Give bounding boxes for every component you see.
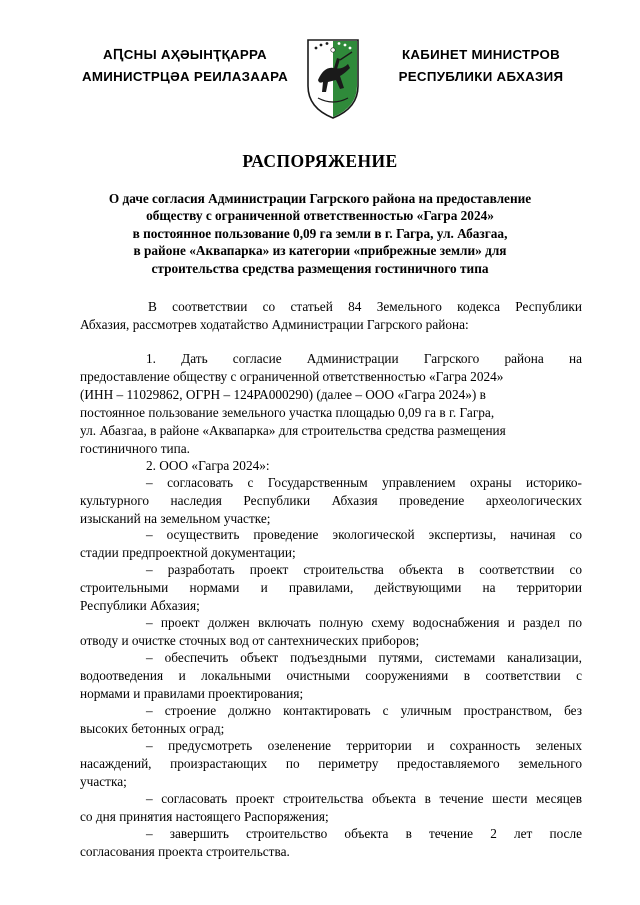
bullet-line: изысканий на земельном участке; bbox=[80, 511, 271, 526]
bullet-line: – осуществить проведение экологической экспертизы, начиная со bbox=[146, 527, 582, 542]
bullet-line: – завершить строительство объекта в течение 2 лет после bbox=[146, 826, 582, 841]
subject-line: обществу с ограниченной ответственностью «Гагра 2024» bbox=[146, 208, 494, 224]
state-emblem-icon bbox=[304, 36, 362, 120]
bullet-line: насаждений, произрастающих по периметру предоставляемого земельного bbox=[80, 756, 582, 771]
preamble-line: В соответствии со статьей 84 Земельного кодекса Республики bbox=[148, 299, 582, 314]
item1-line: гостиничного типа. bbox=[80, 441, 190, 456]
letterhead-left-line-2: АМИНИСТРЦӘА РЕИЛАЗААРА bbox=[82, 69, 288, 84]
document-title: РАСПОРЯЖЕНИЕ bbox=[242, 151, 398, 171]
item2-heading: 2. ООО «Гагра 2024»: bbox=[146, 458, 270, 473]
bullet-line: высоких бетонных оград; bbox=[80, 721, 225, 736]
bullet-line: нормами и правилами проектирования; bbox=[80, 686, 304, 701]
bullet-line: – обеспечить объект подъездными путями, системами канализации, bbox=[146, 650, 582, 665]
abkhaz-administration-name bbox=[80, 44, 290, 88]
subject-line: в постоянное пользование 0,09 га земли в г. Гагра, ул. Абазгаа, bbox=[132, 225, 508, 241]
bullet-line: – согласовать с Государственным управлением охраны историко- bbox=[146, 475, 582, 490]
letterhead-right-line-2: РЕСПУБЛИКИ АБХАЗИЯ bbox=[398, 69, 564, 84]
bullet-line: водоотведения и локальными очистными сооружениями в соответствии с bbox=[80, 668, 582, 683]
bullet-line: стадии предпроектной документации; bbox=[80, 545, 296, 560]
letterhead-right-line-1: КАБИНЕТ МИНИСТРОВ bbox=[401, 47, 561, 62]
letterhead bbox=[0, 0, 640, 130]
bullet-line: – согласовать проект строительства объекта в течение шести месяцев bbox=[146, 791, 582, 806]
item1-line: ул. Абазгаа, в районе «Аквапарка» для строительства средства размещения bbox=[80, 423, 506, 438]
cabinet-of-ministers-name bbox=[396, 44, 566, 88]
item1-line: предоставление обществу с ограниченной ответственностью «Гагра 2024» bbox=[80, 369, 504, 384]
bullet-line: Республики Абхазия; bbox=[80, 598, 200, 613]
bullet-line: – проект должен включать полную схему водоснабжения и раздел по bbox=[146, 615, 582, 630]
document-subject bbox=[100, 190, 540, 277]
preamble-line: Абхазия, рассмотрев ходатайство Администрации Гагрского района: bbox=[80, 317, 469, 332]
bullet-line: участка; bbox=[80, 774, 127, 789]
bullet-line: – предусмотреть озеленение территории и сохранность зеленых bbox=[146, 738, 582, 753]
bullet-line: со дня принятия настоящего Распоряжения; bbox=[80, 809, 329, 824]
subject-line: в районе «Аквапарка» из категории «прибрежные земли» для bbox=[133, 243, 507, 259]
item1-line: постоянное пользование земельного участка площадью 0,09 га в г. Гагра, bbox=[80, 405, 495, 420]
bullet-line: согласования проекта строительства. bbox=[80, 844, 290, 859]
bullet-line: строительными нормами и правилами, действующими на территории bbox=[80, 580, 582, 595]
letterhead-left-line-1: АԤСНЫ АҲӘЫНҬҚАРРА bbox=[103, 47, 267, 62]
bullet-line: – разработать проект строительства объекта в соответствии со bbox=[146, 562, 582, 577]
bullet-line: культурного наследия Республики Абхазия проведение археологических bbox=[80, 493, 582, 508]
bullet-line: – строение должно контактировать с уличным пространством, без bbox=[146, 703, 582, 718]
subject-line: О даче согласия Администрации Гагрского района на предоставление bbox=[108, 191, 532, 206]
bullet-line: отводу и очистке сточных вод от сантехнических приборов; bbox=[80, 633, 420, 648]
subject-line: строительства средства размещения гостиничного типа bbox=[151, 260, 489, 276]
item1-line: (ИНН – 11029862, ОГРН – 124РА000290) (далее – ООО «Гагра 2024») в bbox=[80, 387, 486, 402]
item1-line: 1. Дать согласие Администрации Гагрского района на bbox=[146, 351, 582, 366]
